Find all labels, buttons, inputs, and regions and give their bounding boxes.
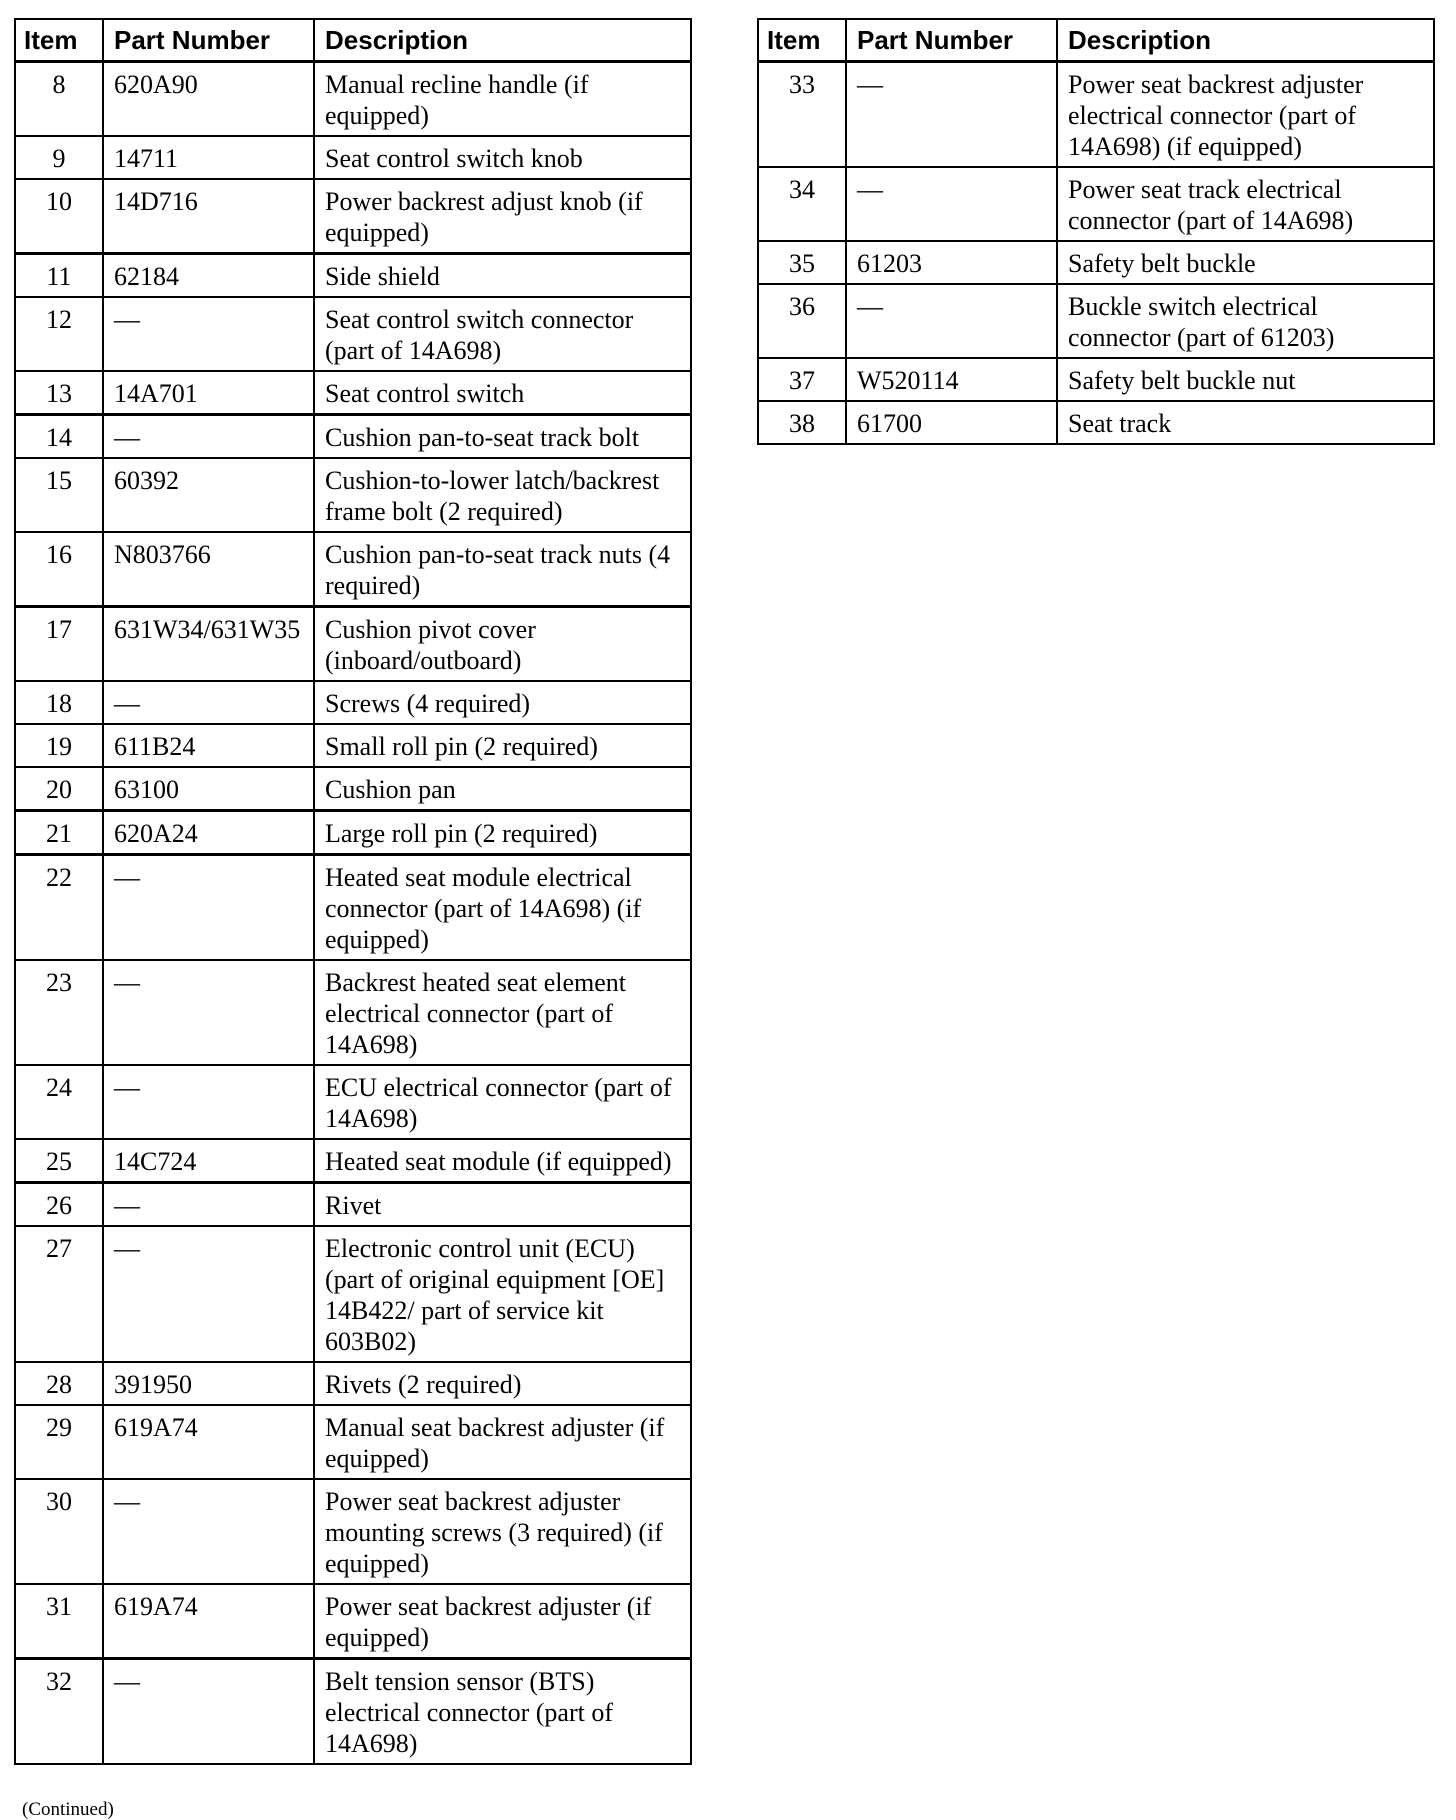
header-item: Item	[758, 19, 846, 62]
part-description: Power backrest adjust knob (if equipped)	[314, 179, 691, 254]
part-number: W520114	[846, 358, 1057, 401]
part-number: —	[103, 960, 314, 1065]
part-description: Safety belt buckle	[1057, 241, 1434, 284]
part-description: Cushion pan	[314, 767, 691, 811]
item-number: 18	[15, 681, 103, 724]
part-number: 14C724	[103, 1139, 314, 1183]
table-row	[758, 62, 1434, 168]
item-number: 24	[15, 1065, 103, 1139]
part-number: 14D716	[103, 179, 314, 254]
part-number: —	[846, 62, 1057, 168]
table-row	[15, 607, 691, 682]
part-number: —	[103, 855, 314, 961]
parts-table-right	[757, 18, 1435, 445]
table-row	[758, 167, 1434, 241]
part-description: Electronic control unit (ECU) (part of original equipment [OE] 14B422/ part of service kit 603B02)	[314, 1226, 691, 1362]
item-number: 15	[15, 458, 103, 532]
item-number: 29	[15, 1405, 103, 1479]
header-description: Description	[314, 19, 691, 62]
parts-table-left	[14, 18, 692, 1765]
table-row	[15, 1183, 691, 1227]
item-number: 32	[15, 1659, 103, 1765]
part-number: 61203	[846, 241, 1057, 284]
item-number: 26	[15, 1183, 103, 1227]
part-description: Seat control switch	[314, 371, 691, 415]
item-number: 33	[758, 62, 846, 168]
table-row	[758, 284, 1434, 358]
part-description: Power seat backrest adjuster electrical connector (part of 14A698) (if equipped)	[1057, 62, 1434, 168]
part-number: 14711	[103, 136, 314, 179]
part-number: —	[103, 1065, 314, 1139]
item-number: 36	[758, 284, 846, 358]
table-row	[758, 358, 1434, 401]
part-description: Cushion pan-to-seat track nuts (4 required)	[314, 532, 691, 607]
part-number: —	[103, 1659, 314, 1765]
item-number: 38	[758, 401, 846, 444]
part-description: Cushion pivot cover (inboard/outboard)	[314, 607, 691, 682]
part-number: —	[103, 1183, 314, 1227]
part-description: Manual recline handle (if equipped)	[314, 62, 691, 137]
header-description: Description	[1057, 19, 1434, 62]
item-number: 30	[15, 1479, 103, 1584]
part-number: —	[103, 415, 314, 459]
part-number: 620A90	[103, 62, 314, 137]
item-number: 37	[758, 358, 846, 401]
part-number: 619A74	[103, 1584, 314, 1659]
part-description: Heated seat module (if equipped)	[314, 1139, 691, 1183]
item-number: 10	[15, 179, 103, 254]
part-description: Rivet	[314, 1183, 691, 1227]
table-row	[15, 811, 691, 855]
table-row	[15, 62, 691, 137]
table-row	[15, 1139, 691, 1183]
part-number: 619A74	[103, 1405, 314, 1479]
part-number: —	[103, 297, 314, 371]
part-number: —	[846, 167, 1057, 241]
table-row	[15, 1405, 691, 1479]
part-number: —	[103, 1479, 314, 1584]
table-row	[15, 855, 691, 961]
header-item: Item	[15, 19, 103, 62]
table-row	[15, 1065, 691, 1139]
table-row	[15, 415, 691, 459]
item-number: 22	[15, 855, 103, 961]
item-number: 13	[15, 371, 103, 415]
item-number: 28	[15, 1362, 103, 1405]
part-description: Side shield	[314, 254, 691, 298]
part-description: Backrest heated seat element electrical connector (part of 14A698)	[314, 960, 691, 1065]
part-description: Cushion-to-lower latch/backrest frame bolt (2 required)	[314, 458, 691, 532]
table-header-row	[758, 19, 1434, 62]
table-row	[15, 458, 691, 532]
part-number: N803766	[103, 532, 314, 607]
part-description: Seat control switch knob	[314, 136, 691, 179]
table-row	[15, 681, 691, 724]
continued-note: (Continued)	[22, 1799, 114, 1820]
table-row	[15, 179, 691, 254]
part-description: Small roll pin (2 required)	[314, 724, 691, 767]
part-description: Buckle switch electrical connector (part of 61203)	[1057, 284, 1434, 358]
part-number: —	[103, 681, 314, 724]
part-description: Large roll pin (2 required)	[314, 811, 691, 855]
table-row	[15, 1226, 691, 1362]
item-number: 25	[15, 1139, 103, 1183]
item-number: 9	[15, 136, 103, 179]
part-description: Manual seat backrest adjuster (if equipped)	[314, 1405, 691, 1479]
part-description: Seat track	[1057, 401, 1434, 444]
part-number: 63100	[103, 767, 314, 811]
part-description: Rivets (2 required)	[314, 1362, 691, 1405]
table-row	[15, 1479, 691, 1584]
item-number: 20	[15, 767, 103, 811]
item-number: 35	[758, 241, 846, 284]
item-number: 14	[15, 415, 103, 459]
table-row	[15, 1659, 691, 1765]
part-number: 631W34/631W35	[103, 607, 314, 682]
part-description: Power seat backrest adjuster mounting screws (3 required) (if equipped)	[314, 1479, 691, 1584]
part-number: —	[846, 284, 1057, 358]
table-row	[15, 724, 691, 767]
table-row	[15, 297, 691, 371]
part-description: Seat control switch connector (part of 14A698)	[314, 297, 691, 371]
part-number: 391950	[103, 1362, 314, 1405]
part-number: —	[103, 1226, 314, 1362]
item-number: 11	[15, 254, 103, 298]
table-row	[15, 1584, 691, 1659]
item-number: 8	[15, 62, 103, 137]
table-row	[758, 241, 1434, 284]
part-number: 620A24	[103, 811, 314, 855]
table-row	[15, 254, 691, 298]
part-number: 60392	[103, 458, 314, 532]
item-number: 27	[15, 1226, 103, 1362]
header-part-number: Part Number	[103, 19, 314, 62]
part-description: Safety belt buckle nut	[1057, 358, 1434, 401]
item-number: 19	[15, 724, 103, 767]
table-row	[15, 532, 691, 607]
header-part-number: Part Number	[846, 19, 1057, 62]
item-number: 16	[15, 532, 103, 607]
item-number: 17	[15, 607, 103, 682]
table-row	[15, 136, 691, 179]
item-number: 23	[15, 960, 103, 1065]
part-number: 14A701	[103, 371, 314, 415]
table-row	[758, 401, 1434, 444]
item-number: 34	[758, 167, 846, 241]
part-number: 611B24	[103, 724, 314, 767]
item-number: 21	[15, 811, 103, 855]
item-number: 12	[15, 297, 103, 371]
table-row	[15, 767, 691, 811]
part-description: Cushion pan-to-seat track bolt	[314, 415, 691, 459]
table-header-row	[15, 19, 691, 62]
part-description: ECU electrical connector (part of 14A698)	[314, 1065, 691, 1139]
table-row	[15, 371, 691, 415]
part-description: Heated seat module electrical connector (part of 14A698) (if equipped)	[314, 855, 691, 961]
part-description: Screws (4 required)	[314, 681, 691, 724]
table-row	[15, 1362, 691, 1405]
part-description: Power seat track electrical connector (part of 14A698)	[1057, 167, 1434, 241]
part-number: 62184	[103, 254, 314, 298]
part-number: 61700	[846, 401, 1057, 444]
part-description: Belt tension sensor (BTS) electrical connector (part of 14A698)	[314, 1659, 691, 1765]
part-description: Power seat backrest adjuster (if equipped)	[314, 1584, 691, 1659]
table-row	[15, 960, 691, 1065]
item-number: 31	[15, 1584, 103, 1659]
